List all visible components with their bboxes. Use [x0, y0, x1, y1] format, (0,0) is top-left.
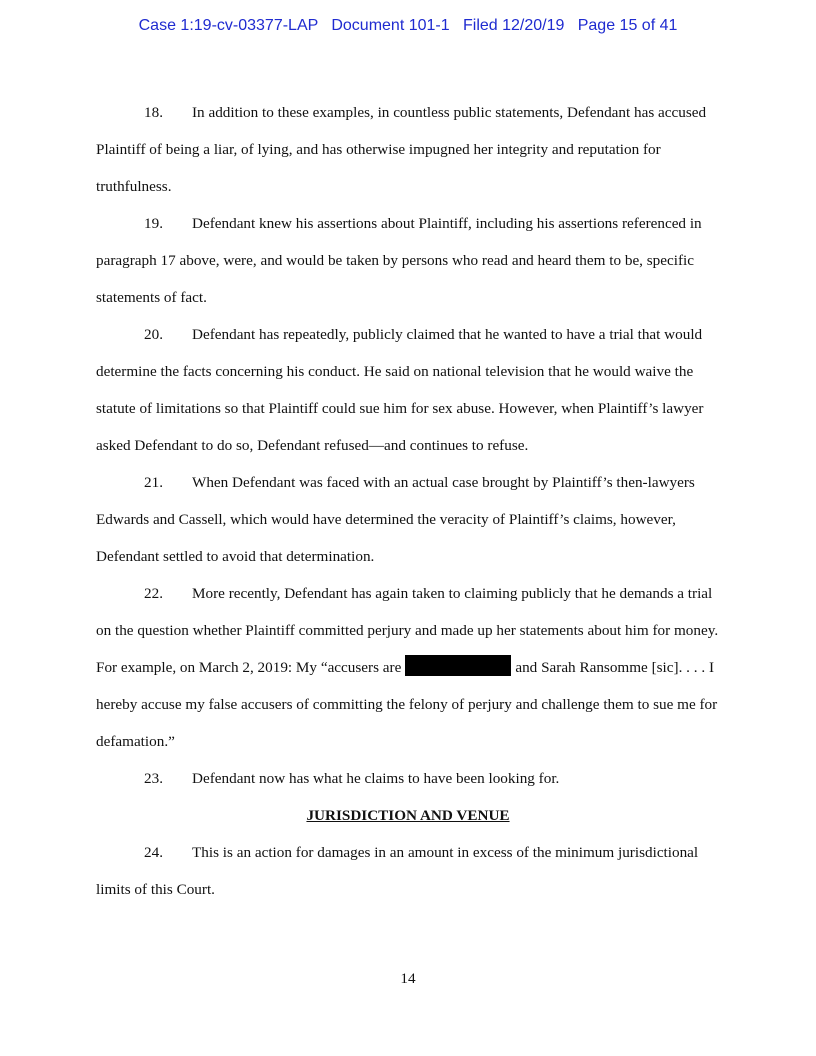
- page-indicator: Page 15 of 41: [577, 17, 678, 34]
- document-body: [96, 94, 720, 908]
- paragraph-text: Defendant has repeatedly, publicly claimed that he wanted to have a trial that would determine the facts concerning his conduct. He said on national television that he would waive the statute of limitations so that Plaintiff could sue him for sex abuse. However, when Plaintiff’s lawyer asked Defendant to do so, Defendant refused—and continues to refuse.: [96, 326, 704, 454]
- paragraph-21: [96, 464, 720, 575]
- document-number: Document 101-1: [331, 17, 450, 34]
- case-number: Case 1:19-cv-03377-LAP: [138, 17, 318, 34]
- paragraph-23: [96, 760, 720, 797]
- paragraph-text: Defendant now has what he claims to have been looking for.: [192, 770, 560, 787]
- redaction-block: [405, 655, 511, 676]
- paragraph-text: When Defendant was faced with an actual case brought by Plaintiff’s then-lawyers Edwards and Cassell, which would have determined the veracity of Plaintiff’s claims, however, Defendant settled to avoid that determination.: [96, 474, 695, 565]
- paragraph-text: Defendant knew his assertions about Plaintiff, including his assertions referenced in paragraph 17 above, were, and would be taken by persons who read and heard them to be, specific statements of fact.: [96, 215, 702, 306]
- filed-date: Filed 12/20/19: [462, 17, 565, 34]
- case-header: [0, 17, 816, 35]
- paragraph-number: 19.: [144, 215, 163, 232]
- paragraph-text: This is an action for damages in an amount in excess of the minimum jurisdictional limits of this Court.: [96, 844, 699, 898]
- paragraph-18: [96, 94, 720, 205]
- paragraph-number: 20.: [144, 326, 163, 343]
- paragraph-number: 22.: [144, 585, 163, 602]
- paragraph-text-before-redaction: More recently, Defendant has again taken to claiming publicly that he demands a trial on the question whether Plaintiff committed perjury and made up her statements about him for money. For example, on March 2, 2019: My “accusers are: [96, 585, 719, 676]
- page-number: 14: [400, 970, 416, 987]
- paragraph-22: [96, 575, 720, 760]
- paragraph-text: In addition to these examples, in countless public statements, Defendant has accused Plaintiff of being a liar, of lying, and has otherwise impugned her integrity and reputation for truthfulness.: [96, 104, 707, 195]
- paragraph-number: 23.: [144, 770, 163, 787]
- paragraph-24: [96, 834, 720, 908]
- section-heading: JURISDICTION AND VENUE: [306, 807, 510, 824]
- paragraph-number: 18.: [144, 104, 163, 121]
- paragraph-number: 21.: [144, 474, 163, 491]
- paragraph-number: 24.: [144, 844, 163, 861]
- paragraph-20: [96, 316, 720, 464]
- paragraph-text-after-redaction: and Sarah Ransomme [sic]. . . . I hereby accuse my false accusers of committing the felony of perjury and challenge them to sue me for defamation.”: [96, 659, 718, 750]
- paragraph-19: [96, 205, 720, 316]
